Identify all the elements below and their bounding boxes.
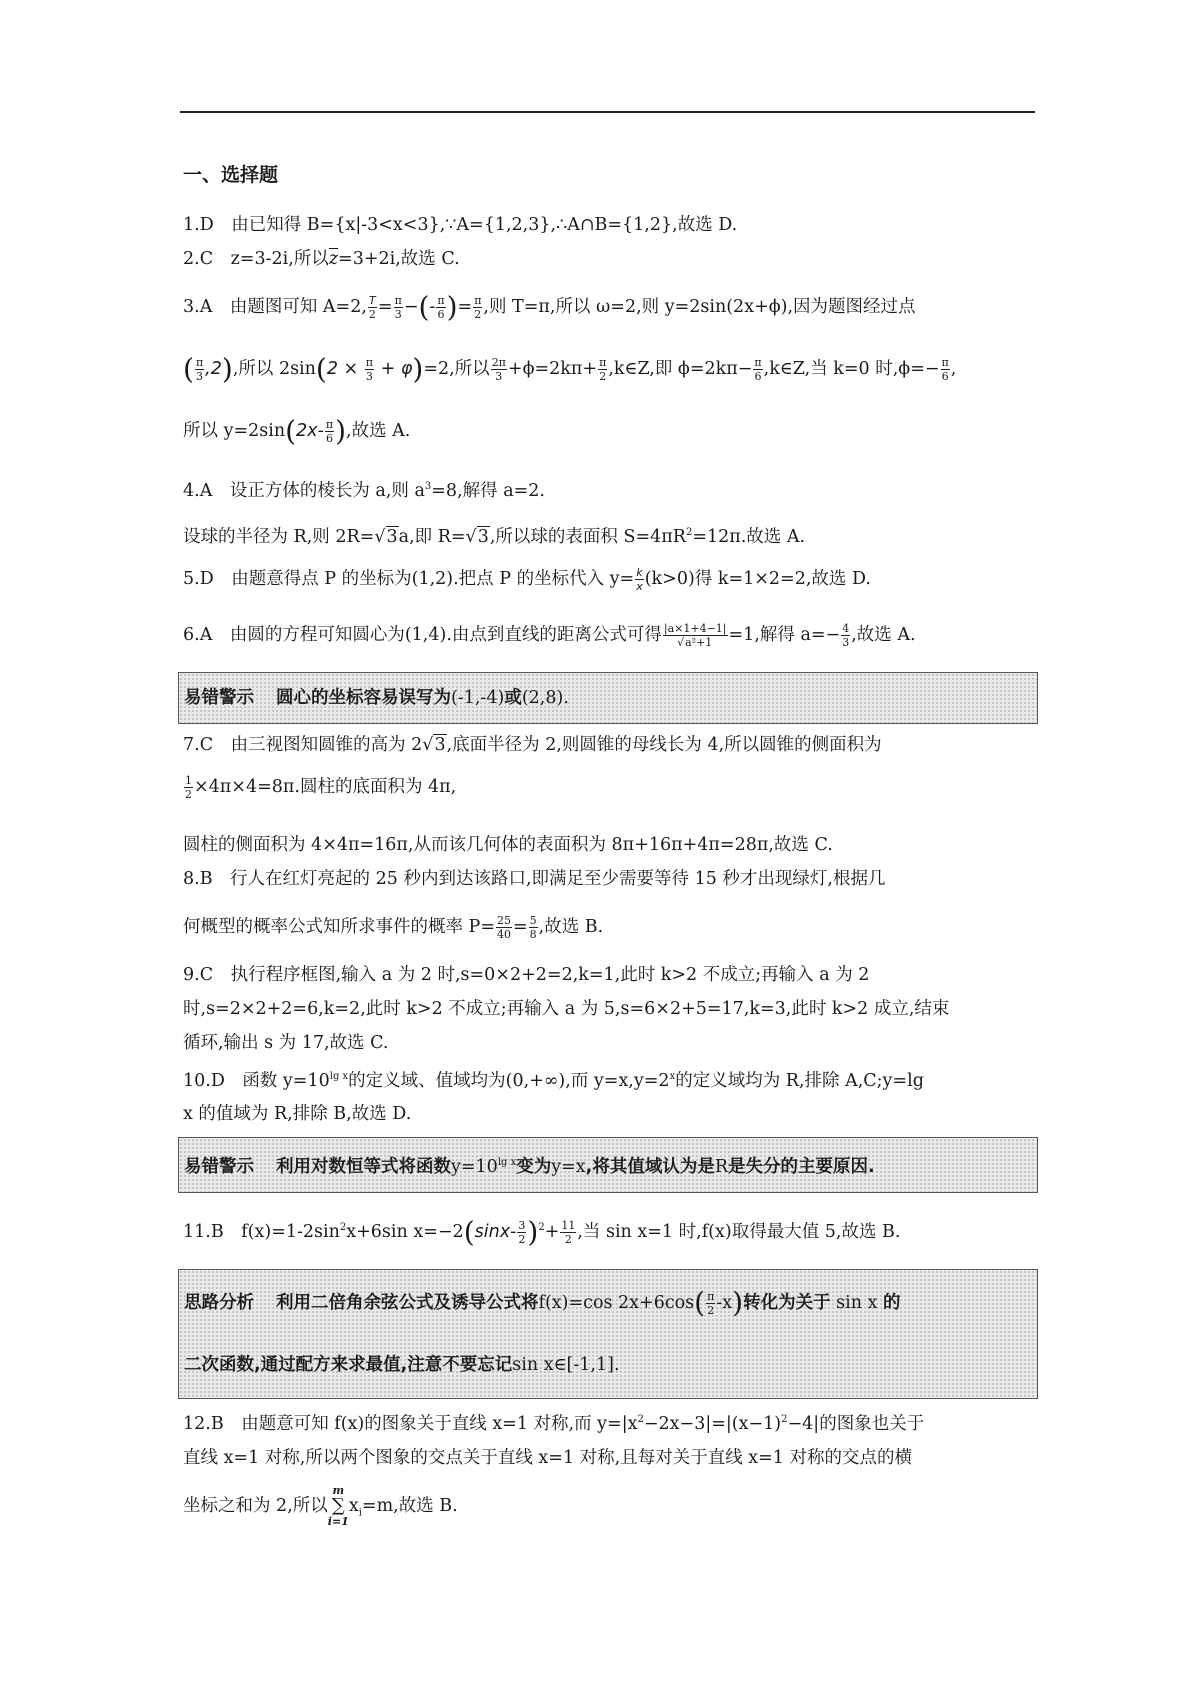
- answer-4-line-1: 4.A 设正方体的棱长为 a,则 $a^3=8$,解得 a=2.: [183, 480, 545, 501]
- answer-1: 1.D 由已知得 B={x|-3<x<3},∵A={1,2,3},∴A∩B={1,2},故选 D.: [183, 215, 738, 235]
- answer-7-line-1: 7.C 由三视图知圆锥的高为 2√3,底面半径为 2,则圆锥的母线长为 4,所以圆锥的侧面积为: [183, 734, 882, 755]
- answer-7-line-2: $\frac{1}{2}$ ×4π×4=8π.圆柱的底面积为 4π,: [185, 773, 457, 801]
- answer-3-line-1: 3.A 由题图可知 A=2, $\frac{T}{2}$ = $\frac{\pi}{3}$ −(- $\frac{\pi}{6}$ )= $\frac{\pi}{2}$ ,则 T=π,所以 ω=2,则 y=2sin(2x+ϕ),因为题图经过点: [183, 290, 916, 324]
- warning-label: 易错警示: [184, 687, 254, 708]
- warning-box-1: 易错警示 圆心的坐标容易误写为(-1,-4)或(2,8).: [178, 672, 1038, 724]
- answer-3-line-3: 所以 y=2sin(2x- $\frac{\pi}{6}$ ),故选 A.: [183, 414, 411, 448]
- answer-2: 2.C z=3-2i,所以$\overline{z}=3+2i$,故选 C.: [183, 249, 460, 269]
- analysis-box: 思路分析 利用二倍角余弦公式及诱导公式将f(x)=cos 2x+6cos( $\frac{\pi}{2}$ -x)转化为关于 sin x 的 二次函数,通过配方来求最值,注意不要忘记sin x∈[-1,1].: [178, 1269, 1038, 1399]
- answer-12-line-3: 坐标之和为 2,所以 m ∑ i=1 $x_i=m$,故选 B.: [183, 1484, 458, 1529]
- warning-label: 易错警示: [184, 1157, 254, 1178]
- answer-5: 5.D 由题意得点 P 的坐标为(1,2).把点 P 的坐标代入 y= $\frac{k}{x}$ (k>0)得 k=1×2=2,故选 D.: [183, 565, 871, 593]
- answer-12-line-1: 12.B 由题意可知 f(x)的图象关于直线 x=1 对称,而 $y=|x^2-2x-3|=|(x-1)^2-4|$的图象也关于: [183, 1413, 925, 1434]
- header-rule: [180, 111, 1035, 113]
- answer-10-line-1: 10.D 函数 $y=10^{lg x}$的定义域、值域均为(0,+∞),而 $y=x,y=2^x$的定义域均为 R,排除 A,C;y=lg: [183, 1070, 924, 1091]
- answer-9-line-3: 循环,输出 s 为 17,故选 C.: [183, 1032, 389, 1053]
- answer-3-line-2: ( $\frac{\pi}{3}$ ,2),所以 2sin(2 × $\frac{\pi}{3}$ + φ)=2,所以 $\frac{2\pi}{3}$ +ϕ=2kπ+ $\frac{\pi}{2}$ ,k∈Z,即 ϕ=2kπ− $\frac{\pi}{6}$ ,k∈Z,当 k=0 时,ϕ=− $\frac{\pi}{6}$ ,: [183, 352, 957, 386]
- answer-10-line-2: x 的值域为 R,排除 B,故选 D.: [183, 1104, 412, 1125]
- summation-symbol: m ∑ i=1: [327, 1484, 349, 1529]
- warning-box-2: 易错警示 利用对数恒等式将函数$y=10^{lg x}$变为y=x,将其值域认为是R是失分的主要原因.: [178, 1137, 1038, 1193]
- answer-8-line-1: 8.B 行人在红灯亮起的 25 秒内到达该路口,即满足至少需要等待 15 秒才出现绿灯,根据几: [183, 868, 886, 889]
- analysis-label: 思路分析: [184, 1293, 254, 1314]
- answer-4-line-2: 设球的半径为 R,则 2R=√3a,即 R=√3,所以球的表面积 $S=4\pi R^2=12\pi$.故选 A.: [183, 526, 806, 547]
- answer-11: 11.B $f(x)=1-2\sin^2x+6\sin$ x=−2(sinx- $\frac{3}{2}$ )$^2$+ $\frac{11}{2}$ ,当 sin x=1 时,f(x)取得最大值 5,故选 B.: [183, 1215, 901, 1249]
- answer-6: 6.A 由圆的方程可知圆心为(1,4).由点到直线的距离公式可得 $\frac{|a\times 1+4-1|}{\text{√a²+1}}$ =1,解得 a=− $\frac{4}{3}$ ,故选 A.: [183, 621, 916, 649]
- answer-9-line-1: 9.C 执行程序框图,输入 a 为 2 时,s=0×2+2=2,k=1,此时 k>2 不成立;再输入 a 为 2: [183, 964, 870, 985]
- answer-9-line-2: 时,s=2×2+2=6,k=2,此时 k>2 不成立;再输入 a 为 5,s=6×2+5=17,k=3,此时 k>2 成立,结束: [183, 998, 950, 1019]
- answer-sheet: [183, 160, 1033, 1544]
- section-title: 一、选择题: [183, 164, 279, 186]
- answer-7-line-3: 圆柱的侧面积为 4×4π=16π,从而该几何体的表面积为 8π+16π+4π=28π,故选 C.: [183, 834, 833, 855]
- answer-8-line-2: 何概型的概率公式知所求事件的概率 P= $\frac{25}{40}$ = $\frac{5}{8}$ ,故选 B.: [183, 913, 604, 941]
- answer-12-line-2: 直线 x=1 对称,所以两个图象的交点关于直线 x=1 对称,且每对关于直线 x=1 对称的交点的横: [183, 1447, 912, 1468]
